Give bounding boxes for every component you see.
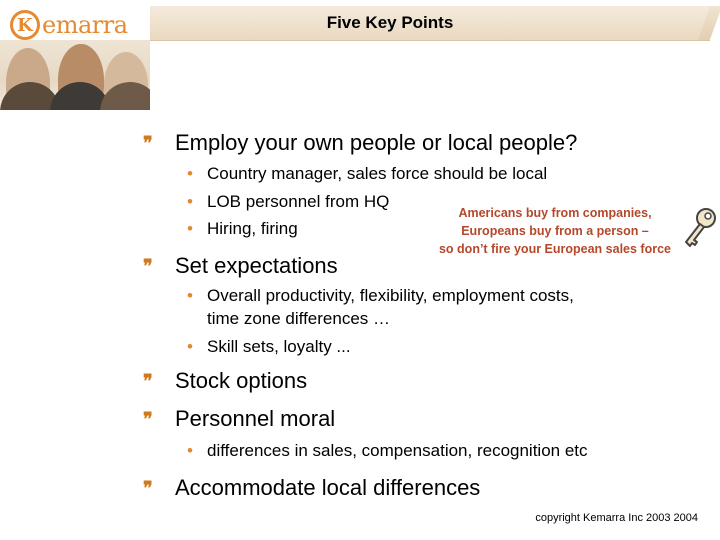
callout-note <box>405 204 705 258</box>
sub-bullet-dot-icon: • <box>187 192 193 211</box>
kemarra-logo <box>10 8 130 42</box>
sub-bullet-dot-icon: • <box>187 286 193 305</box>
slide-title: Five Key Points <box>326 13 454 32</box>
bullet-mark-icon: ❞ <box>143 409 153 430</box>
logo-mark: K <box>10 10 40 40</box>
bullet-4 <box>143 406 336 432</box>
callout-line: so don’t fire your European sales force <box>438 242 671 256</box>
sub-bullet-continuation: time zone differences … <box>207 309 390 328</box>
bullet-mark-icon: ❞ <box>143 371 153 392</box>
bullet-mark-icon: ❞ <box>143 256 153 277</box>
callout-line: Europeans buy from a person – <box>461 224 649 238</box>
header <box>0 0 720 100</box>
header-photo <box>0 40 150 110</box>
bullet-2-text: Set expectations <box>175 253 338 278</box>
sub-bullet: • differences in sales, compensation, recognition etc <box>187 441 588 460</box>
title-bar <box>150 6 710 41</box>
bullet-5-text: Accommodate local differences <box>175 475 481 500</box>
bullet-mark-icon: ❞ <box>143 478 153 499</box>
bullet-5 <box>143 475 481 501</box>
bullet-4-text: Personnel moral <box>175 406 336 431</box>
sub-bullet-dot-icon: • <box>187 219 193 238</box>
sub-bullet: • Hiring, firing <box>187 219 298 238</box>
bullet-3 <box>143 368 308 394</box>
sub-bullet: • LOB personnel from HQ <box>187 192 390 211</box>
bullet-1 <box>143 130 578 156</box>
bullet-2 <box>143 253 338 279</box>
sub-bullet: • Overall productivity, flexibility, employment costs, <box>187 286 574 305</box>
sub-bullet: • Skill sets, loyalty ... <box>187 337 351 356</box>
sub-bullet: • Country manager, sales force should be local <box>187 164 548 183</box>
callout-line: Americans buy from companies, <box>458 206 652 220</box>
bullet-3-text: Stock options <box>175 368 308 393</box>
copyright-footer: copyright Kemarra Inc 2003 2004 <box>535 512 698 524</box>
bullet-1-text: Employ your own people or local people? <box>175 130 578 155</box>
logo-text: emarra <box>42 11 128 39</box>
sub-bullet-dot-icon: • <box>187 164 193 183</box>
sub-bullet-dot-icon: • <box>187 441 193 460</box>
key-icon <box>678 206 718 250</box>
sub-bullet-dot-icon: • <box>187 337 193 356</box>
bullet-mark-icon: ❞ <box>143 133 153 154</box>
